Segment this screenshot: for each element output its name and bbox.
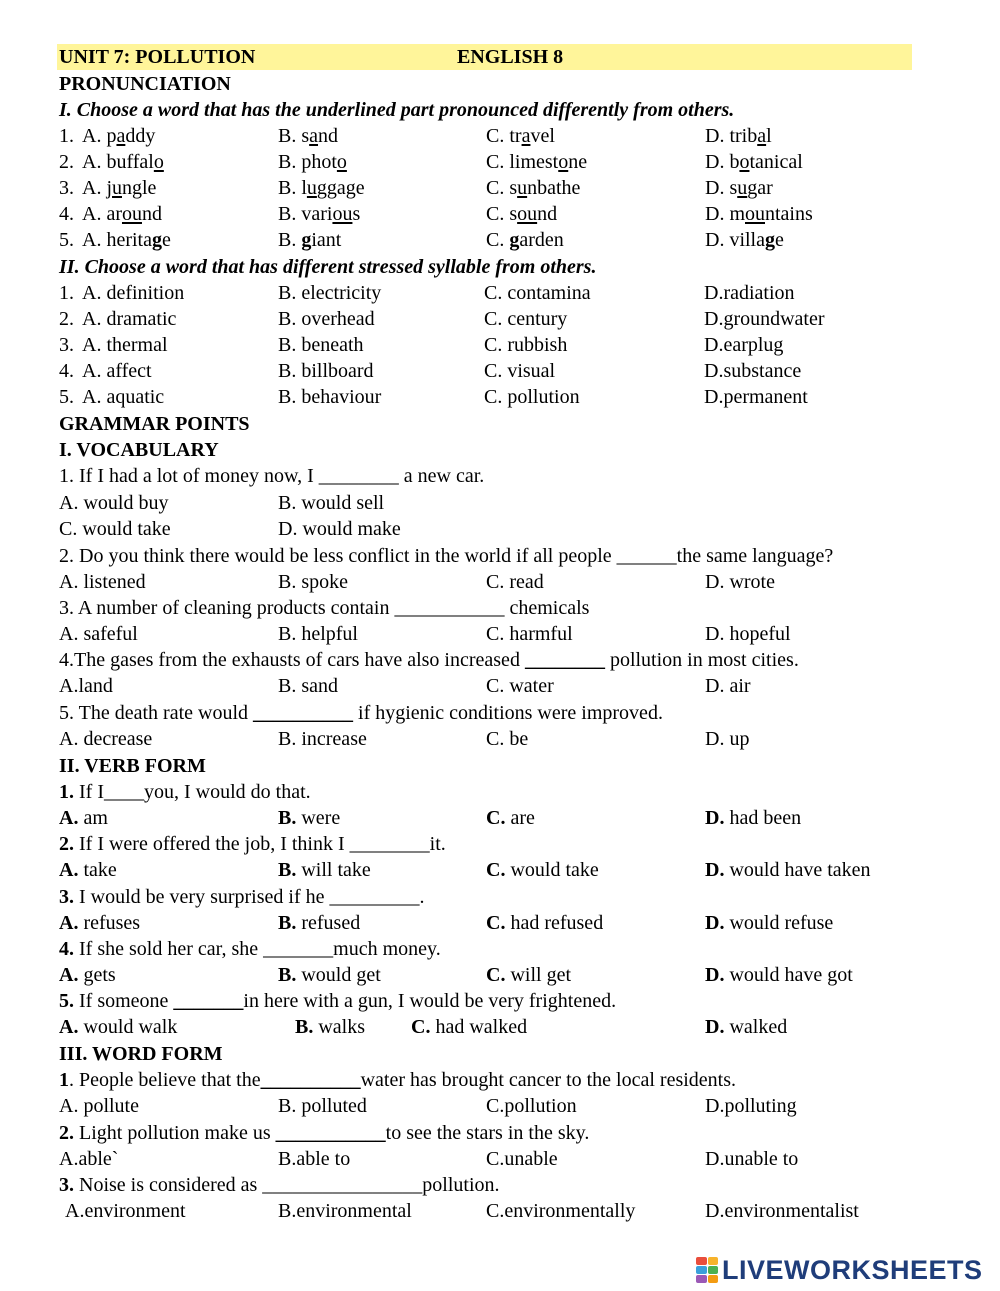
option-b[interactable]: B. photo xyxy=(278,151,347,173)
vocab-q1-opts-row1 xyxy=(0,490,1000,516)
answer-blank[interactable]: _______ xyxy=(173,990,244,1012)
vocab-q1: 1. If I had a lot of money now, I ________ a new car. xyxy=(59,465,485,487)
option-a[interactable]: A.environment xyxy=(65,1200,186,1222)
answer-blank[interactable]: ___________ xyxy=(394,597,505,619)
verb-q4: 4. If she sold her car, she _______much money. xyxy=(59,938,441,960)
stress-q2-row xyxy=(0,306,1000,332)
option-a[interactable]: A. around xyxy=(82,203,162,225)
stress-q5-row xyxy=(0,384,1000,410)
verb-q5-opts xyxy=(0,1014,1000,1040)
option-d[interactable]: D. tribal xyxy=(705,125,772,147)
question-number: 3. xyxy=(59,334,74,356)
option-b[interactable]: B.able to xyxy=(278,1148,351,1170)
option-c[interactable]: C. contamina xyxy=(484,282,591,304)
question-number: 5. xyxy=(59,229,74,251)
option-d[interactable]: D.environmentalist xyxy=(705,1200,859,1222)
option-d[interactable]: D. would make xyxy=(278,518,401,540)
option-c[interactable]: C.environmentally xyxy=(486,1200,636,1222)
option-c[interactable]: C.unable xyxy=(486,1148,558,1170)
brand-name: LIVEWORKSHEETS xyxy=(722,1254,983,1285)
verb-heading: II. VERB FORM xyxy=(59,755,206,777)
option-b[interactable]: B. increase xyxy=(278,728,367,750)
answer-blank[interactable]: ________ xyxy=(524,649,605,671)
option-a[interactable]: A.land xyxy=(59,675,113,697)
word-q3-opts xyxy=(0,1198,1000,1224)
vocab-q5: 5. The death rate would __________ if hygienic conditions were improved. xyxy=(59,702,663,724)
vocab-q2: 2. Do you think there would be less conflict in the world if all people ______the same language? xyxy=(59,545,834,567)
word-q3: 3. Noise is considered as ________________pollution. xyxy=(59,1174,500,1196)
option-a[interactable]: A. aquatic xyxy=(82,386,165,408)
answer-blank[interactable]: _______ xyxy=(263,938,334,960)
option-d[interactable]: D. botanical xyxy=(705,151,803,173)
option-b[interactable]: B. will take xyxy=(278,859,371,881)
unit-title: UNIT 7: POLLUTION xyxy=(59,46,256,68)
stress-q3-row xyxy=(0,332,1000,358)
option-b[interactable]: B. beneath xyxy=(278,334,364,356)
option-c[interactable]: C. will get xyxy=(486,964,571,986)
option-a[interactable]: A. definition xyxy=(82,282,185,304)
option-d[interactable]: D. hopeful xyxy=(705,623,791,645)
option-a[interactable]: A. take xyxy=(59,859,117,881)
answer-blank[interactable]: __________ xyxy=(253,702,354,724)
option-a[interactable]: A. would buy xyxy=(59,492,169,514)
option-c[interactable]: C. travel xyxy=(486,125,555,147)
option-a[interactable]: A. listened xyxy=(59,571,146,593)
answer-blank[interactable]: ________________ xyxy=(262,1174,423,1196)
option-b[interactable]: B. behaviour xyxy=(278,386,382,408)
option-c[interactable]: C. are xyxy=(486,807,535,829)
option-d[interactable]: D.radiation xyxy=(704,282,795,304)
pronunciation-instruction-1: I. Choose a word that has the underlined part pronounced differently from others. xyxy=(59,99,735,121)
word-heading: III. WORD FORM xyxy=(59,1043,223,1065)
answer-blank[interactable]: _________ xyxy=(329,886,420,908)
subject-title: ENGLISH 8 xyxy=(457,46,564,68)
verb-q5: 5. If someone _______in here with a gun, I would be very frightened. xyxy=(59,990,617,1012)
option-a[interactable]: A. affect xyxy=(82,360,152,382)
option-b[interactable]: B. helpful xyxy=(278,623,358,645)
option-c[interactable]: C. would take xyxy=(59,518,171,540)
verb-q3-opts xyxy=(0,910,1000,936)
question-number: 1. xyxy=(59,125,74,147)
option-d[interactable]: D. would refuse xyxy=(705,912,834,934)
option-b[interactable]: B. giant xyxy=(278,229,342,251)
option-b[interactable]: B. billboard xyxy=(278,360,374,382)
option-a[interactable]: A. decrease xyxy=(59,728,153,750)
option-b[interactable]: B. would get xyxy=(278,964,381,986)
option-a[interactable]: A.able` xyxy=(59,1148,119,1170)
option-a[interactable]: A. buffalo xyxy=(82,151,164,173)
option-a[interactable]: A. safeful xyxy=(59,623,138,645)
option-d[interactable]: D.unable to xyxy=(705,1148,799,1170)
verb-q1: 1. If I____you, I would do that. xyxy=(59,781,311,803)
vocab-q1-opts-row2 xyxy=(0,516,1000,542)
word-q1: 1. People believe that the__________water has brought cancer to the local residents. xyxy=(59,1069,737,1091)
verb-q3: 3. I would be very surprised if he _________. xyxy=(59,886,425,908)
verb-q1-opts xyxy=(0,805,1000,831)
option-a[interactable]: A. refuses xyxy=(59,912,141,934)
option-b[interactable]: B. refused xyxy=(278,912,361,934)
option-a[interactable]: A. thermal xyxy=(82,334,168,356)
option-a[interactable]: A. would walk xyxy=(59,1016,178,1038)
option-a[interactable]: A. paddy xyxy=(82,125,156,147)
option-d[interactable]: D. had been xyxy=(705,807,802,829)
vocab-q2-opts xyxy=(0,569,1000,595)
option-b[interactable]: B. would sell xyxy=(278,492,385,514)
vocab-q3: 3. A number of cleaning products contain ___________ chemicals xyxy=(59,597,590,619)
question-number: 3. xyxy=(59,177,74,199)
answer-blank[interactable]: ______ xyxy=(616,545,677,567)
option-c[interactable]: C. had walked xyxy=(411,1016,528,1038)
pron-q3-row xyxy=(0,175,1000,201)
option-b[interactable]: B. walks xyxy=(295,1016,366,1038)
option-c[interactable]: C. century xyxy=(484,308,568,330)
option-c[interactable]: C. be xyxy=(486,728,529,750)
option-b[interactable]: B. luggage xyxy=(278,177,365,199)
option-d[interactable]: D.permanent xyxy=(704,386,808,408)
option-c[interactable]: C. visual xyxy=(484,360,556,382)
option-c[interactable]: C. rubbish xyxy=(484,334,568,356)
vocab-heading: I. VOCABULARY xyxy=(59,439,219,461)
vocab-q4: 4.The gases from the exhausts of cars have also increased ________ pollution in most cities. xyxy=(59,649,799,671)
option-d[interactable]: D. mountains xyxy=(705,203,813,225)
answer-blank[interactable]: __________ xyxy=(260,1069,361,1091)
answer-blank[interactable]: ___________ xyxy=(275,1122,386,1144)
stress-q1-row xyxy=(0,280,1000,306)
option-d[interactable]: D.polluting xyxy=(705,1095,797,1117)
option-c[interactable]: C. pollution xyxy=(484,386,580,408)
option-c[interactable]: C. garden xyxy=(486,229,564,251)
option-d[interactable]: D. wrote xyxy=(705,571,775,593)
option-b[interactable]: B.environmental xyxy=(278,1200,412,1222)
pron-q2-row xyxy=(0,149,1000,175)
pronunciation-heading: PRONUNCIATION xyxy=(59,73,231,95)
option-a[interactable]: A. pollute xyxy=(59,1095,139,1117)
liveworksheets-logo-icon xyxy=(696,1257,718,1283)
option-d[interactable]: D.groundwater xyxy=(704,308,825,330)
verb-q2-opts xyxy=(0,857,1000,883)
vocab-q3-opts xyxy=(0,621,1000,647)
option-c[interactable]: C. sound xyxy=(486,203,558,225)
option-c[interactable]: C. read xyxy=(486,571,544,593)
vocab-q5-opts xyxy=(0,726,1000,752)
answer-blank[interactable]: ________ xyxy=(349,833,430,855)
option-b[interactable]: B. were xyxy=(278,807,341,829)
option-b[interactable]: B. overhead xyxy=(278,308,375,330)
option-c[interactable]: C. limestone xyxy=(486,151,588,173)
option-c[interactable]: C. had refused xyxy=(486,912,604,934)
question-number: 4. xyxy=(59,360,74,382)
option-d[interactable]: D. air xyxy=(705,675,751,697)
verb-q2: 2. If I were offered the job, I think I ________it. xyxy=(59,833,446,855)
question-number: 2. xyxy=(59,151,74,173)
option-c[interactable]: C. sunbathe xyxy=(486,177,581,199)
question-number: 4. xyxy=(59,203,74,225)
word-q2: 2. Light pollution make us ___________to see the stars in the sky. xyxy=(59,1122,590,1144)
pron-q1-row xyxy=(0,123,1000,149)
question-number: 5. xyxy=(59,386,74,408)
option-c[interactable]: C.pollution xyxy=(486,1095,577,1117)
liveworksheets-brand[interactable] xyxy=(696,1253,983,1287)
option-b[interactable]: B. spoke xyxy=(278,571,348,593)
word-q2-opts xyxy=(0,1146,1000,1172)
option-b[interactable]: B. various xyxy=(278,203,361,225)
option-b[interactable]: B. polluted xyxy=(278,1095,367,1117)
option-a[interactable]: A. heritage xyxy=(82,229,171,251)
stress-q4-row xyxy=(0,358,1000,384)
option-a[interactable]: A. am xyxy=(59,807,108,829)
question-number: 2. xyxy=(59,308,74,330)
question-number: 1. xyxy=(59,282,74,304)
option-b[interactable]: B. sand xyxy=(278,125,339,147)
vocab-q4-opts xyxy=(0,673,1000,699)
option-d[interactable]: D.earplug xyxy=(704,334,784,356)
option-a[interactable]: A. jungle xyxy=(82,177,157,199)
option-d[interactable]: D. sugar xyxy=(705,177,773,199)
option-b[interactable]: B. sand xyxy=(278,675,338,697)
pronunciation-instruction-2: II. Choose a word that has different stressed syllable from others. xyxy=(59,256,597,278)
option-d[interactable]: D. would have taken xyxy=(705,859,871,881)
option-a[interactable]: A. gets xyxy=(59,964,116,986)
option-d[interactable]: D.substance xyxy=(704,360,802,382)
option-b[interactable]: B. electricity xyxy=(278,282,382,304)
answer-blank[interactable]: ____ xyxy=(103,781,144,803)
pron-q5-row xyxy=(0,227,1000,253)
option-c[interactable]: C. harmful xyxy=(486,623,573,645)
word-q1-opts xyxy=(0,1093,1000,1119)
option-d[interactable]: D. would have got xyxy=(705,964,853,986)
grammar-heading: GRAMMAR POINTS xyxy=(59,413,250,435)
verb-q4-opts xyxy=(0,962,1000,988)
option-d[interactable]: D. walked xyxy=(705,1016,788,1038)
option-d[interactable]: D. up xyxy=(705,728,750,750)
option-a[interactable]: A. dramatic xyxy=(82,308,177,330)
option-d[interactable]: D. village xyxy=(705,229,784,251)
pron-q4-row xyxy=(0,201,1000,227)
option-c[interactable]: C. water xyxy=(486,675,554,697)
option-c[interactable]: C. would take xyxy=(486,859,599,881)
answer-blank[interactable]: ________ xyxy=(318,465,399,487)
